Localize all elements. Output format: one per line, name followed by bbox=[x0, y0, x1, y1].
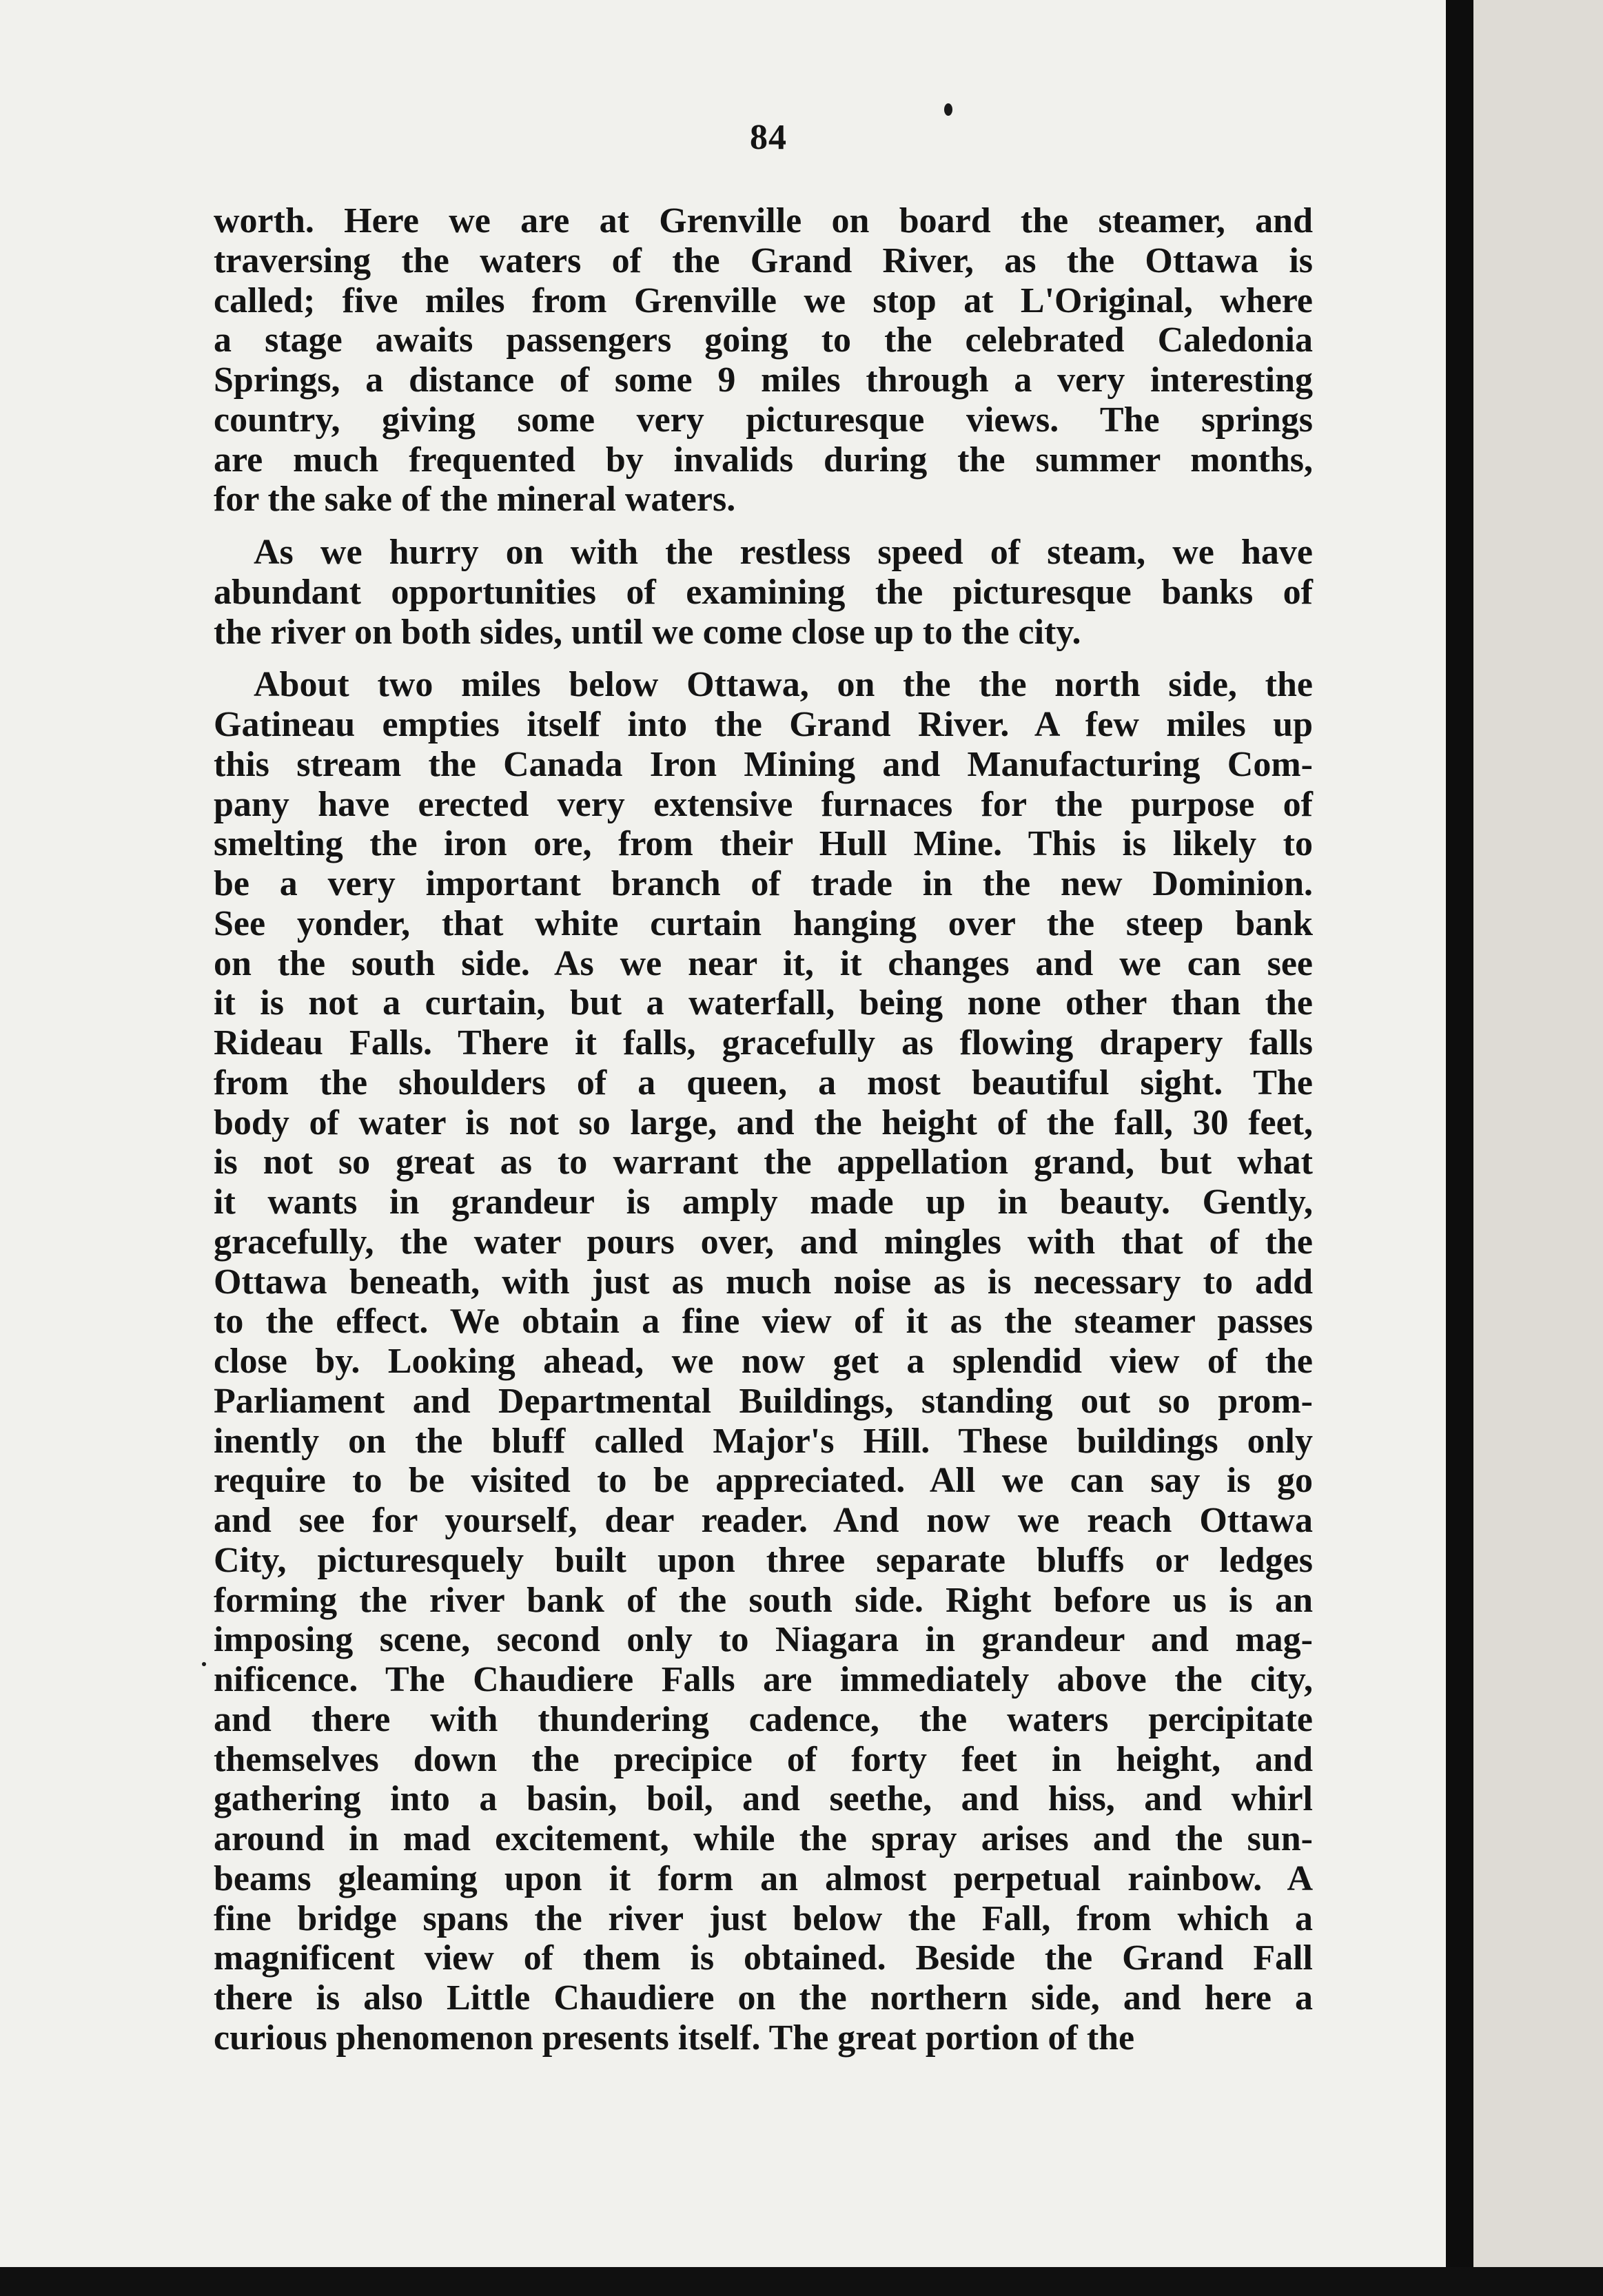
text-line: beams gleaming upon it form an almost perpetual rainbow. A bbox=[214, 1858, 1313, 1898]
text-line: As we hurry on with the restless speed of steam, we have bbox=[254, 533, 1313, 572]
text-line: a stage awaits passengers going to the celebrated Caledonia bbox=[214, 320, 1313, 360]
text-line: country, giving some very picturesque views. The springs bbox=[214, 400, 1313, 440]
text-line: traversing the waters of the Grand River, as the Ottawa is bbox=[214, 240, 1313, 280]
text-line: are much frequented by invalids during the summer months, bbox=[214, 440, 1313, 480]
text-line: there is also Little Chaudiere on the northern side, and here a bbox=[214, 1978, 1313, 2018]
text-line: from the shoulders of a queen, a most beautiful sight. The bbox=[214, 1063, 1313, 1103]
text-line: the river on both sides, until we come close up to the city. bbox=[214, 612, 1081, 652]
text-line: require to be visited to be appreciated. All we can say is go bbox=[214, 1461, 1313, 1501]
text-line: it wants in grandeur is amply made up in beauty. Gently, bbox=[214, 1182, 1313, 1222]
text-line: to the effect. We obtain a fine view of it as the steamer passes bbox=[214, 1302, 1313, 1342]
text-line: it is not a curtain, but a waterfall, being none other than the bbox=[214, 983, 1313, 1023]
page-number: 84 bbox=[750, 118, 787, 157]
body-text bbox=[214, 201, 1313, 2058]
text-line: See yonder, that white curtain hanging over the steep bank bbox=[214, 903, 1313, 943]
text-line: abundant opportunities of examining the picturesque banks of bbox=[214, 572, 1313, 612]
text-line: forming the river bank of the south side. Right before us is an bbox=[214, 1580, 1313, 1620]
text-line: About two miles below Ottawa, on the the north side, the bbox=[254, 665, 1313, 705]
text-line: is not so great as to warrant the appellation grand, but what bbox=[214, 1142, 1313, 1182]
text-line: on the south side. As we near it, it changes and we can see bbox=[214, 943, 1313, 983]
facing-page-edge bbox=[1473, 0, 1603, 2267]
text-line: Ottawa beneath, with just as much noise as is necessary to add bbox=[214, 1262, 1313, 1302]
text-line: imposing scene, second only to Niagara in grandeur and mag- bbox=[214, 1620, 1313, 1660]
binding-shadow bbox=[1446, 0, 1473, 2267]
text-line: close by. Looking ahead, we now get a splendid view of the bbox=[214, 1342, 1313, 1381]
text-line: this stream the Canada Iron Mining and Manufacturing Com- bbox=[214, 744, 1313, 784]
text-line: nificence. The Chaudiere Falls are immediately above the city, bbox=[214, 1660, 1313, 1699]
ink-speck bbox=[944, 103, 952, 116]
text-line: and there with thundering cadence, the waters percipitate bbox=[214, 1699, 1313, 1739]
text-line: pany have erected very extensive furnaces for the purpose of bbox=[214, 784, 1313, 824]
paragraph bbox=[214, 665, 1313, 2058]
text-line: for the sake of the mineral waters. bbox=[214, 480, 736, 520]
text-line: smelting the iron ore, from their Hull Mine. This is likely to bbox=[214, 824, 1313, 864]
text-line: and see for yourself, dear reader. And now we reach Ottawa bbox=[214, 1501, 1313, 1540]
text-line: Rideau Falls. There it falls, gracefully as flowing drapery falls bbox=[214, 1023, 1313, 1063]
text-line: Gatineau empties itself into the Grand River. A few miles up bbox=[214, 705, 1313, 744]
text-line: gracefully, the water pours over, and mingles with that of the bbox=[214, 1222, 1313, 1262]
text-line: be a very important branch of trade in the new Dominion. bbox=[214, 864, 1313, 903]
text-line: gathering into a basin, boil, and seethe, and hiss, and whirl bbox=[214, 1779, 1313, 1819]
text-line: inently on the bluff called Major's Hill. These buildings only bbox=[214, 1421, 1313, 1461]
text-line: body of water is not so large, and the height of the fall, 30 feet, bbox=[214, 1103, 1313, 1142]
text-line: Springs, a distance of some 9 miles through a very interesting bbox=[214, 360, 1313, 400]
text-line: fine bridge spans the river just below the Fall, from which a bbox=[214, 1898, 1313, 1938]
text-line: around in mad excitement, while the spray arises and the sun- bbox=[214, 1819, 1313, 1858]
paragraph bbox=[214, 201, 1313, 520]
ink-speck bbox=[202, 1662, 206, 1666]
text-line: themselves down the precipice of forty feet in height, and bbox=[214, 1739, 1313, 1779]
text-line: called; five miles from Grenville we stop at L'Original, where bbox=[214, 280, 1313, 320]
paragraph bbox=[214, 533, 1313, 652]
text-line: magnificent view of them is obtained. Beside the Grand Fall bbox=[214, 1938, 1313, 1978]
text-line: curious phenomenon presents itself. The great portion of the bbox=[214, 2018, 1135, 2058]
scan-bottom-edge bbox=[0, 2267, 1603, 2296]
text-line: worth. Here we are at Grenville on board the steamer, and bbox=[214, 201, 1313, 240]
text-line: City, picturesquely built upon three separate bluffs or ledges bbox=[214, 1540, 1313, 1580]
text-line: Parliament and Departmental Buildings, standing out so prom- bbox=[214, 1381, 1313, 1421]
